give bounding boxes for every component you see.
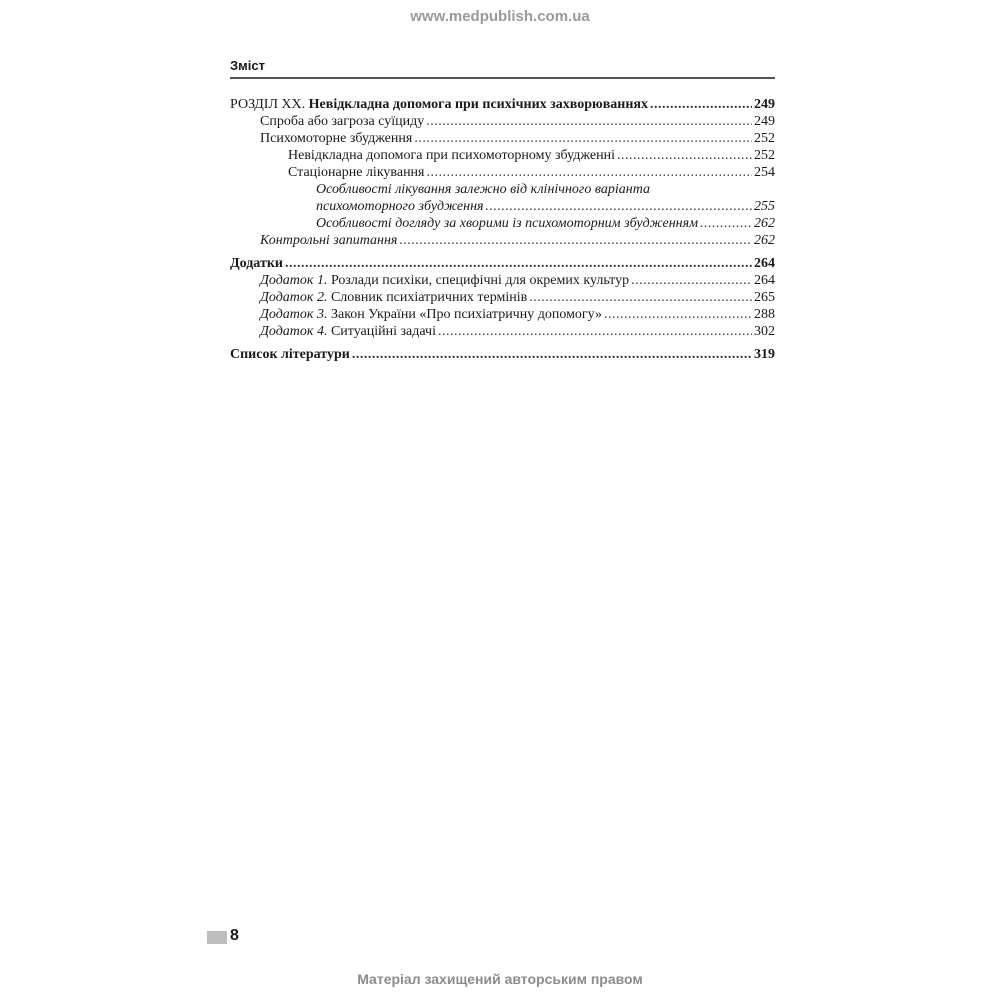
dot-leader bbox=[285, 255, 752, 272]
page-number: 288 bbox=[754, 307, 775, 322]
toc-entry-suicide[interactable] bbox=[230, 113, 775, 130]
dot-leader bbox=[427, 164, 753, 181]
toc-entry-text bbox=[260, 323, 436, 340]
dot-leader bbox=[438, 323, 752, 340]
toc-entry-care-features[interactable] bbox=[230, 215, 775, 232]
dot-leader bbox=[529, 289, 752, 306]
page-number: 262 bbox=[754, 216, 775, 231]
dot-leader bbox=[426, 113, 752, 130]
header-rule bbox=[230, 77, 775, 79]
toc-entry-text: Стаціонарне лікування bbox=[288, 165, 425, 180]
appendix-prefix: Додаток 4. bbox=[260, 324, 328, 339]
appendix-title: Розлади психіки, специфічні для окремих культур bbox=[327, 273, 630, 288]
page-number: 262 bbox=[754, 233, 775, 248]
page-number: 265 bbox=[754, 290, 775, 305]
toc-entry-text: Контрольні запитання bbox=[260, 233, 398, 248]
toc-entry-text: Список літератури bbox=[230, 347, 350, 362]
appendix-prefix: Додаток 3. bbox=[260, 307, 328, 322]
dot-leader bbox=[631, 272, 752, 289]
toc-entry-text: Додатки bbox=[230, 256, 283, 271]
page-number: 252 bbox=[754, 131, 775, 146]
appendix-title: Ситуаційні задачі bbox=[327, 324, 436, 339]
toc-entry-inpatient[interactable] bbox=[230, 164, 775, 181]
toc-entry-chapter-xx[interactable] bbox=[230, 96, 775, 113]
toc-entry-text: Невідкладна допомога при психомоторному збудженні bbox=[288, 148, 615, 163]
toc-entry-treatment-features-line1[interactable]: Особливості лікування залежно від клінічного варіанта bbox=[316, 182, 650, 197]
toc-entry-text: Спроба або загроза суїциду bbox=[260, 114, 425, 129]
toc-entry-appendix-1[interactable] bbox=[230, 272, 775, 289]
dot-leader bbox=[617, 147, 752, 164]
toc-entry-appendices[interactable] bbox=[230, 255, 775, 272]
page-number: 264 bbox=[754, 273, 775, 288]
page-number: 254 bbox=[754, 165, 775, 180]
page-number: 319 bbox=[754, 347, 775, 362]
page-number-footer: 8 bbox=[230, 927, 239, 944]
dot-leader bbox=[650, 96, 752, 113]
toc-entry-text: психомоторного збудження bbox=[316, 199, 484, 214]
chapter-prefix: РОЗДІЛ XX. bbox=[230, 97, 309, 112]
section-title: Зміст bbox=[230, 58, 265, 73]
page-number-marker bbox=[207, 931, 227, 944]
page-number: 264 bbox=[754, 256, 775, 271]
toc-entry-references[interactable] bbox=[230, 346, 775, 363]
site-url: www.medpublish.com.ua bbox=[410, 8, 590, 25]
page-number: 249 bbox=[754, 97, 775, 112]
dot-leader bbox=[486, 198, 752, 215]
dot-leader bbox=[414, 130, 752, 147]
appendix-prefix: Додаток 2. bbox=[260, 290, 328, 305]
toc-entry-text: Психомоторне збудження bbox=[260, 131, 413, 146]
dot-leader bbox=[700, 215, 752, 232]
page-number: 249 bbox=[754, 114, 775, 129]
toc-entry-text bbox=[230, 96, 648, 113]
toc-entry-text bbox=[260, 272, 629, 289]
page-number: 255 bbox=[754, 199, 775, 214]
toc-entry-questions[interactable] bbox=[230, 232, 775, 249]
dot-leader bbox=[352, 346, 752, 363]
dot-leader bbox=[604, 306, 752, 323]
toc-entry-text bbox=[260, 289, 527, 306]
toc-entry-appendix-4[interactable] bbox=[230, 323, 775, 340]
page-number: 252 bbox=[754, 148, 775, 163]
dot-leader bbox=[399, 232, 752, 249]
chapter-title: Невідкладна допомога при психічних захворюваннях bbox=[308, 97, 648, 112]
toc-entry-text: Особливості догляду за хворими із психомоторним збудженням bbox=[316, 216, 699, 231]
page-number: 302 bbox=[754, 324, 775, 339]
toc-entry-appendix-3[interactable] bbox=[230, 306, 775, 323]
toc-entry-agitation[interactable] bbox=[230, 130, 775, 147]
toc-entry-treatment-features[interactable] bbox=[230, 198, 775, 215]
toc-entry-text bbox=[260, 306, 602, 323]
appendix-prefix: Додаток 1. bbox=[260, 273, 328, 288]
copyright-notice: Матеріал захищений авторським правом bbox=[357, 971, 643, 987]
appendix-title: Закон України «Про психіатричну допомогу» bbox=[327, 307, 603, 322]
appendix-title: Словник психіатричних термінів bbox=[327, 290, 528, 305]
toc-entry-appendix-2[interactable] bbox=[230, 289, 775, 306]
table-of-contents bbox=[230, 96, 775, 363]
toc-entry-agitation-help[interactable] bbox=[230, 147, 775, 164]
